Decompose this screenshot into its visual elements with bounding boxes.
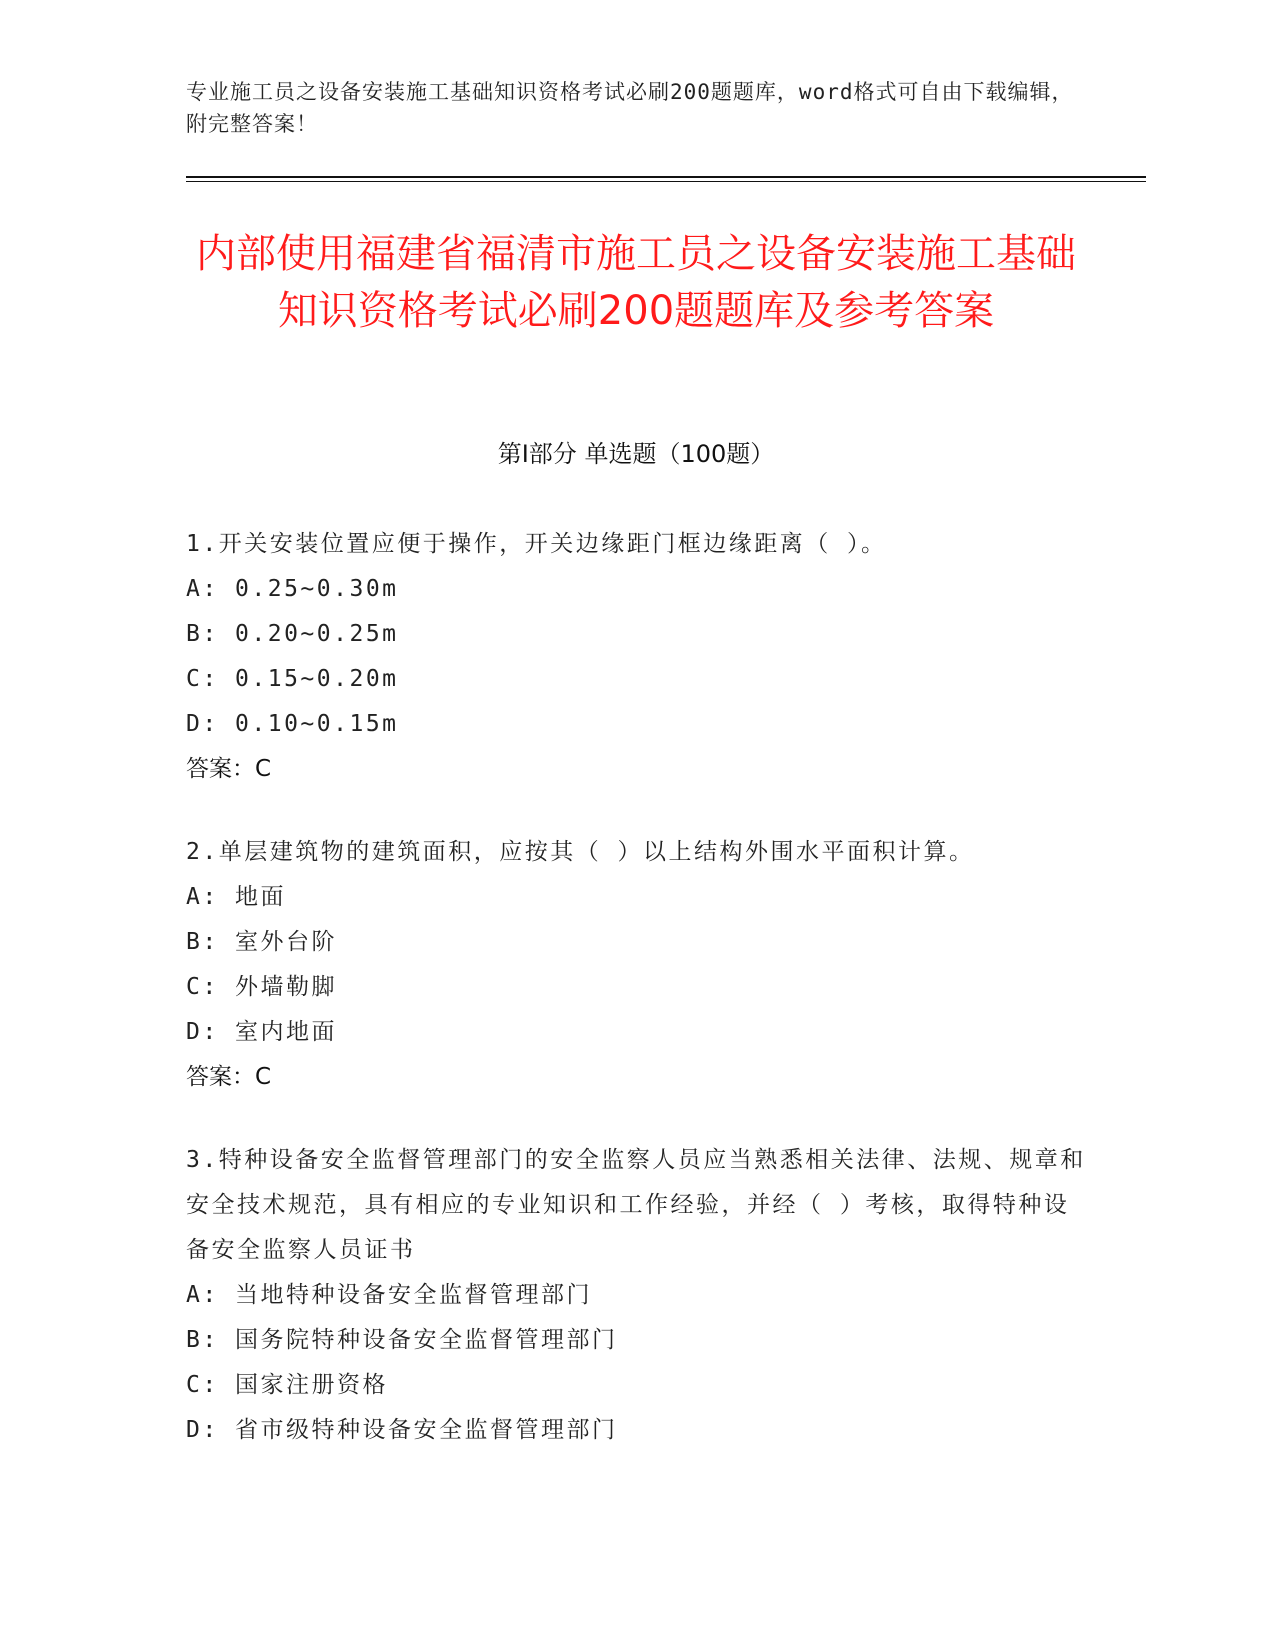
question-1 bbox=[186, 522, 1086, 792]
question-list bbox=[186, 522, 1086, 1491]
question-3 bbox=[186, 1138, 1086, 1453]
option-a: A: 地面 bbox=[186, 884, 287, 910]
header-rule-thin bbox=[186, 181, 1146, 182]
option-a: A: 当地特种设备安全监督管理部门 bbox=[186, 1282, 593, 1308]
option-b: B: 室外台阶 bbox=[186, 929, 338, 955]
option-d: D: 室内地面 bbox=[186, 1019, 338, 1045]
option-b: B: 国务院特种设备安全监督管理部门 bbox=[186, 1327, 618, 1353]
option-a: A: 0.25~0.30m bbox=[186, 576, 399, 602]
document-title: 内部使用福建省福清市施工员之设备安装施工基础知识资格考试必刷200题题库及参考答案 bbox=[196, 231, 1076, 334]
answer: 答案：C bbox=[186, 756, 272, 782]
question-stem: 3.特种设备安全监督管理部门的安全监察人员应当熟悉相关法律、法规、规章和安全技术规范，具有相应的专业知识和工作经验，并经（ ）考核，取得特种设备安全监察人员证书 bbox=[186, 1147, 1086, 1263]
question-stem: 1.开关安装位置应便于操作，开关边缘距门框边缘距离（ ）。 bbox=[186, 531, 887, 557]
option-d: D: 0.10~0.15m bbox=[186, 711, 399, 737]
header-note: 专业施工员之设备安装施工基础知识资格考试必刷200题题库，word格式可自由下载编辑，附完整答案！ bbox=[186, 80, 1074, 136]
option-d: D: 省市级特种设备安全监督管理部门 bbox=[186, 1417, 618, 1443]
option-b: B: 0.20~0.25m bbox=[186, 621, 399, 647]
answer: 答案：C bbox=[186, 1064, 272, 1090]
question-2 bbox=[186, 830, 1086, 1100]
question-stem: 2.单层建筑物的建筑面积，应按其（ ）以上结构外围水平面积计算。 bbox=[186, 839, 975, 865]
option-c: C: 国家注册资格 bbox=[186, 1372, 389, 1398]
option-c: C: 0.15~0.20m bbox=[186, 666, 399, 692]
section-heading: 第Ⅰ部分 单选题（100题） bbox=[497, 440, 775, 468]
header-rule-thick bbox=[186, 176, 1146, 178]
option-c: C: 外墙勒脚 bbox=[186, 974, 338, 1000]
